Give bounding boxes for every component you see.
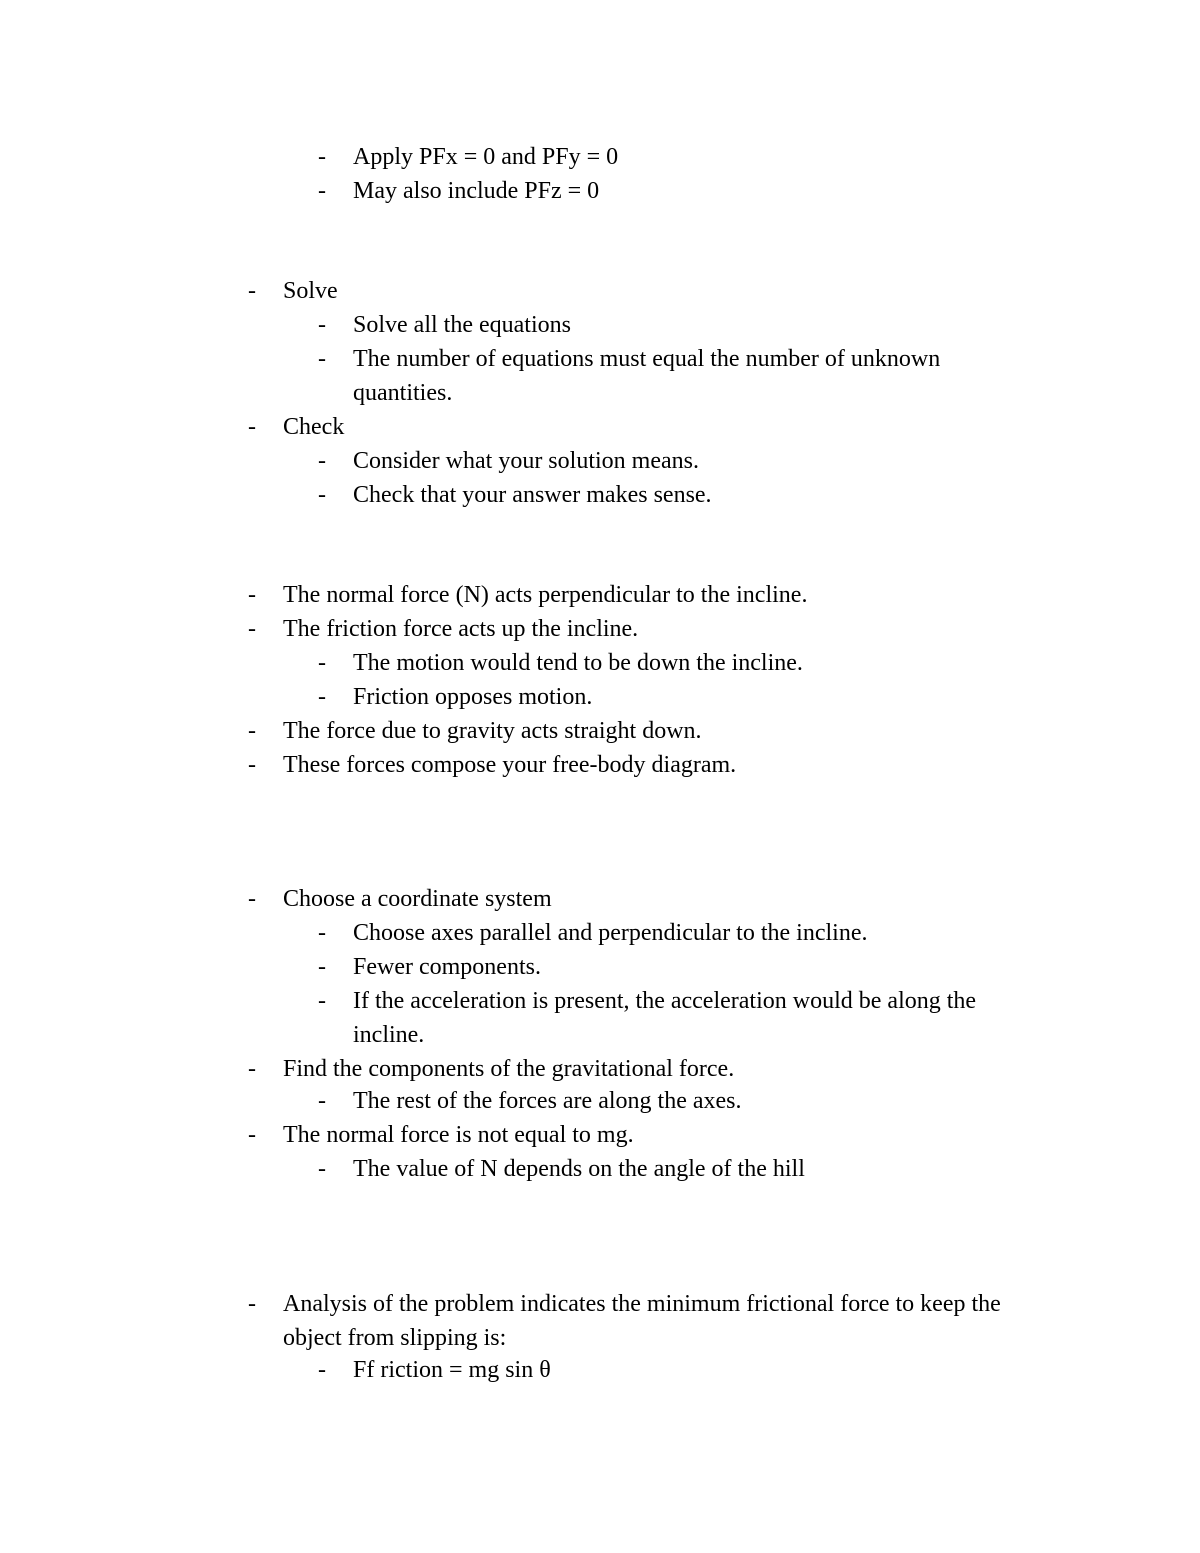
list-item-text: Apply PFx = 0 and PFy = 0 — [353, 144, 619, 170]
list-item-heading: Check — [283, 414, 345, 440]
bullet-dash: - — [248, 616, 256, 642]
bullet-dash: - — [248, 1291, 256, 1317]
list-item-text: Solve all the equations — [353, 312, 571, 338]
bullet-dash: - — [318, 1088, 326, 1114]
bullet-dash: - — [248, 414, 256, 440]
list-item-text: The force due to gravity acts straight down. — [283, 718, 702, 744]
bullet-dash: - — [318, 448, 326, 474]
list-item-text: The number of equations must equal the number of unknown — [353, 346, 941, 372]
list-item-text: quantities. — [353, 380, 453, 406]
bullet-dash: - — [318, 346, 326, 372]
list-item-text: Analysis of the problem indicates the minimum frictional force to keep the — [283, 1291, 1001, 1317]
bullet-dash: - — [318, 954, 326, 980]
list-item-text: The value of N depends on the angle of the hill — [353, 1156, 805, 1182]
list-item-text: Friction opposes motion. — [353, 684, 593, 710]
bullet-dash: - — [318, 684, 326, 710]
bullet-dash: - — [248, 718, 256, 744]
list-item-text: May also include PFz = 0 — [353, 178, 600, 204]
bullet-dash: - — [318, 920, 326, 946]
formula-text: Ff riction = mg sin θ — [353, 1357, 551, 1383]
bullet-dash: - — [248, 886, 256, 912]
list-item-text: Choose axes parallel and perpendicular to the incline. — [353, 920, 868, 946]
bullet-dash: - — [318, 178, 326, 204]
bullet-dash: - — [318, 650, 326, 676]
list-item-text: The motion would tend to be down the incline. — [353, 650, 803, 676]
list-item-text: Find the components of the gravitational force. — [283, 1056, 735, 1082]
list-item-text: Check that your answer makes sense. — [353, 482, 712, 508]
bullet-dash: - — [248, 752, 256, 778]
bullet-dash: - — [248, 1056, 256, 1082]
bullet-dash: - — [248, 1122, 256, 1148]
list-item-text: These forces compose your free-body diagram. — [283, 752, 737, 778]
list-item-text: The rest of the forces are along the axes. — [353, 1088, 742, 1114]
bullet-dash: - — [318, 988, 326, 1014]
bullet-dash: - — [318, 144, 326, 170]
list-item-text: The normal force (N) acts perpendicular to the incline. — [283, 582, 808, 608]
list-item-text: incline. — [353, 1022, 425, 1048]
list-item-text: Fewer components. — [353, 954, 541, 980]
list-item-text: The friction force acts up the incline. — [283, 616, 639, 642]
list-item-text: If the acceleration is present, the acceleration would be along the — [353, 988, 977, 1014]
bullet-dash: - — [318, 1156, 326, 1182]
bullet-dash: - — [318, 482, 326, 508]
list-item-text: The normal force is not equal to mg. — [283, 1122, 634, 1148]
list-item-heading: Solve — [283, 278, 338, 304]
list-item-text: Consider what your solution means. — [353, 448, 699, 474]
list-item-text: object from slipping is: — [283, 1325, 507, 1351]
bullet-dash: - — [248, 278, 256, 304]
bullet-dash: - — [248, 582, 256, 608]
bullet-dash: - — [318, 1357, 326, 1383]
list-item-text: Choose a coordinate system — [283, 886, 552, 912]
bullet-dash: - — [318, 312, 326, 338]
